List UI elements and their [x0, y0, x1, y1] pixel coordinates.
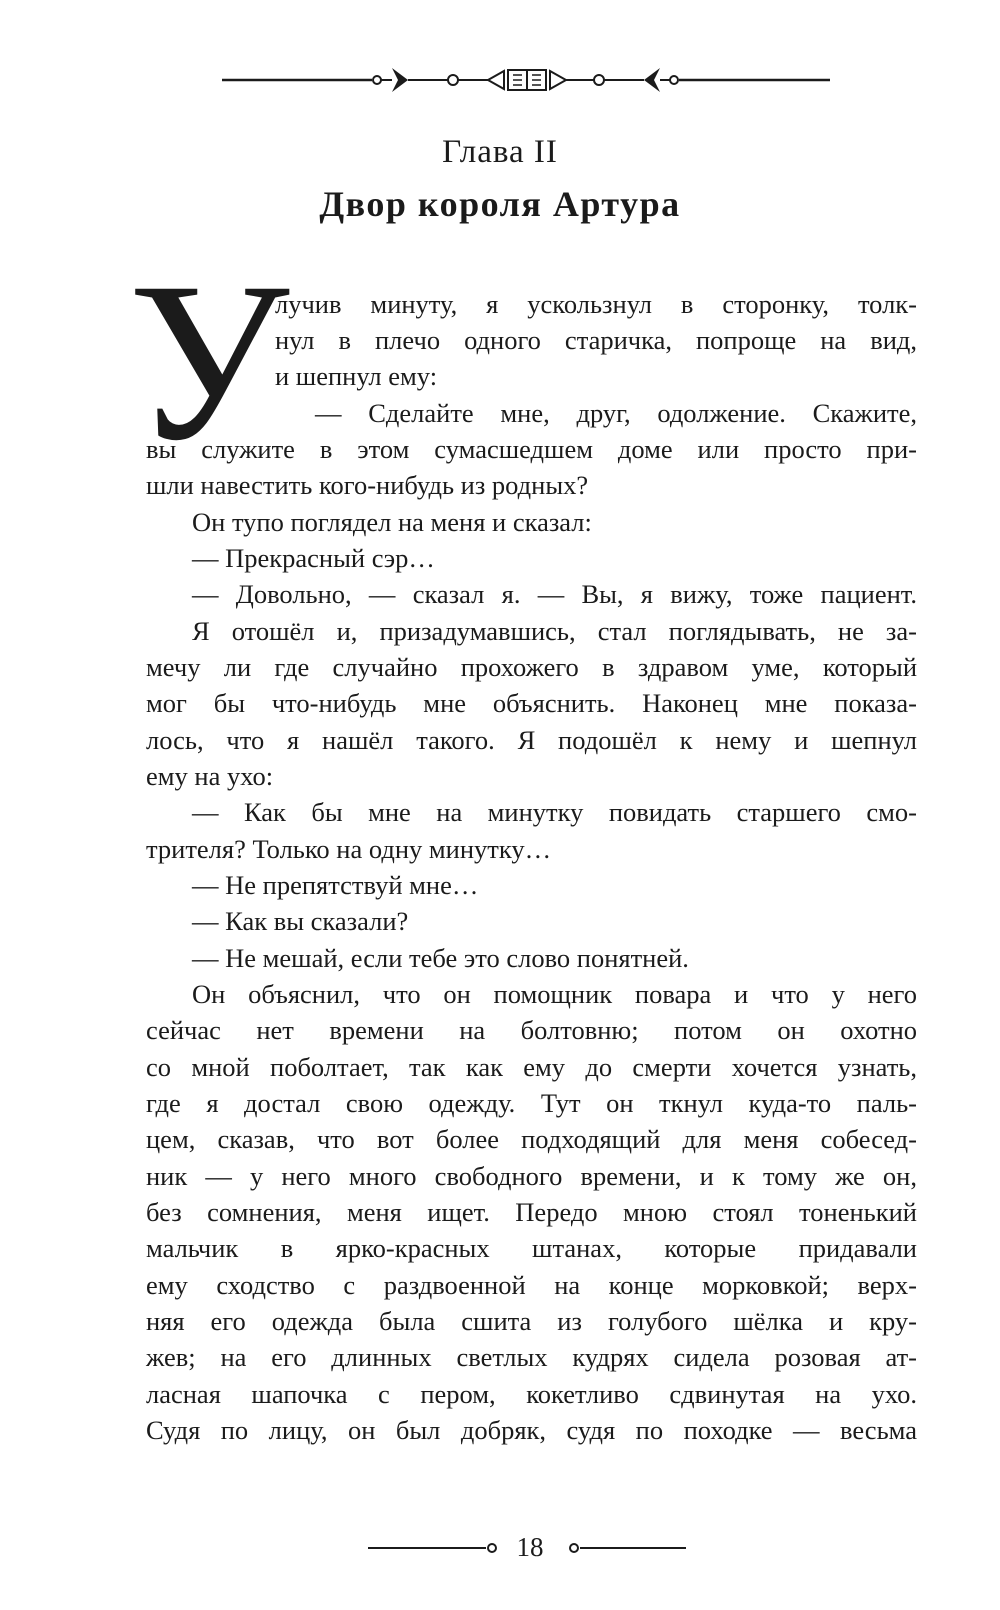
text-line: цем, сказав, что вот более подходящий для меня собесед- [146, 1124, 917, 1154]
text-line: лось, что я нашёл такого. Я подошёл к нему и шепнул [146, 725, 917, 755]
text-line: ему сходство с раздвоенной на конце морковкой; верх- [146, 1270, 917, 1300]
text-line: — Как бы мне на минутку повидать старшего смо- [192, 797, 917, 827]
text-line: без сомнения, меня ищет. Передо мною стоял тоненький [146, 1197, 917, 1227]
text-line: — Сделайте мне, друг, одолжение. Скажите, [315, 398, 917, 428]
text-line: — Как вы сказали? [192, 906, 409, 936]
text-line: няя его одежда была сшита из голубого шёлка и кру- [146, 1306, 917, 1336]
drop-cap: У [128, 236, 290, 488]
text-line: — Не мешай, если тебе это слово понятней. [192, 943, 689, 973]
text-line: Он тупо поглядел на меня и сказал: [192, 507, 592, 537]
text-line: мог бы что-нибудь мне объяснить. Наконец мне показа- [146, 688, 917, 718]
chapter-label: Глава II [442, 134, 558, 170]
text-line: — Прекрасный сэр… [192, 543, 435, 573]
text-line: вы служите в этом сумасшедшем доме или просто при- [146, 434, 917, 464]
text-line: сейчас нет времени на болтовню; потом он охотно [146, 1015, 917, 1045]
text-line: мальчик в ярко-красных штанах, которые придавали [146, 1233, 917, 1263]
text-line: шли навестить кого-нибудь из родных? [146, 470, 589, 500]
chapter-title: Двор короля Артура [319, 184, 681, 224]
text-line: лучив минуту, я ускользнул в сторонку, толк- [275, 289, 917, 319]
text-line: и шепнул ему: [275, 361, 438, 391]
text-line: нул в плечо одного старичка, попроще на вид, [275, 325, 917, 355]
text-line: ласная шапочка с пером, кокетливо сдвинутая на ухо. [146, 1379, 917, 1409]
text-line: ник — у него много свободного времени, и к тому же он, [146, 1161, 917, 1191]
text-line: Он объяснил, что он помощник повара и что у него [192, 979, 917, 1009]
text-line: Я отошёл и, призадумавшись, стал поглядывать, не за- [192, 616, 917, 646]
text-line: жев; на его длинных светлых кудрях сидела розовая ат- [146, 1342, 917, 1372]
page-number: 18 [516, 1532, 544, 1562]
text-line: где я достал свою одежду. Тут он ткнул куда-то паль- [146, 1088, 917, 1118]
text-line: — Довольно, — сказал я. — Вы, я вижу, тоже пациент. [192, 579, 917, 609]
text-line: — Не препятствуй мне… [192, 870, 479, 900]
text-line: трителя? Только на одну минутку… [146, 834, 552, 864]
text-line: ему на ухо: [146, 761, 274, 791]
text-line: мечу ли где случайно прохожего в здравом уме, который [146, 652, 917, 682]
text-line: Судя по лицу, он был добряк, судя по походке — весьма [146, 1415, 917, 1445]
text-line: со мной поболтает, так как ему до смерти хочется узнать, [146, 1052, 917, 1082]
